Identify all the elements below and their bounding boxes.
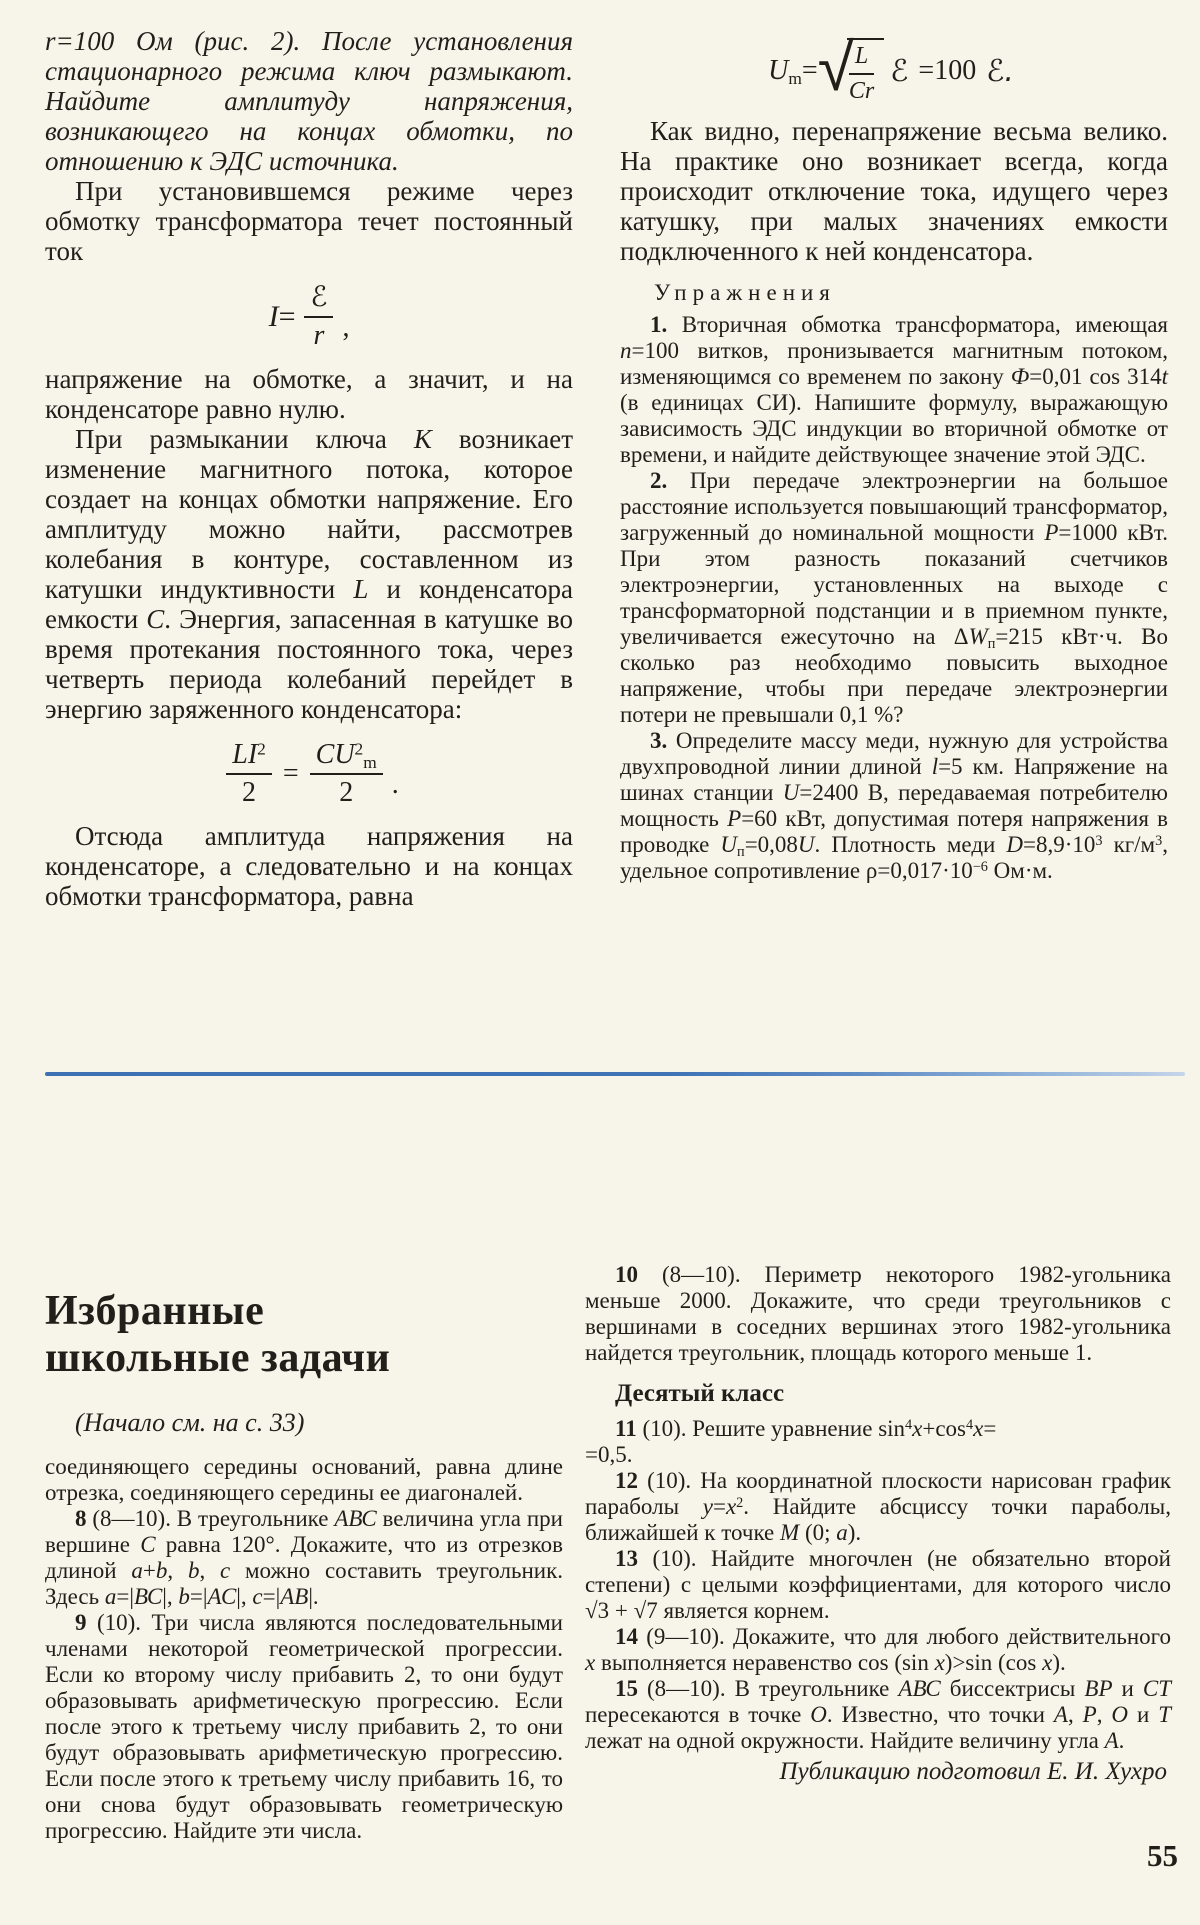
- emf-result-symbol: ℰ.: [986, 53, 1014, 89]
- equals-sign: =: [282, 757, 299, 789]
- section-divider-rule: [45, 1072, 1185, 1076]
- problem-12: 12 (10). На координатной плоскости нарисован график параболы $y=x^2$. Найдите абсциссу точки параболы, ближайшей к точке М (0; а).: [585, 1468, 1171, 1545]
- para-voltage-zero: напряжение на обмотке, а значит, и на конденсаторе равно нулю.: [45, 363, 573, 424]
- problem-14: 14 (9—10). Докажите, что для любого действительного x выполняется неравенство cos (sin x)>sin (cos x).: [585, 1624, 1171, 1675]
- continued-sentence: соединяющего середины оснований, равна длине отрезка, соединяющего середины ее диагоналей.: [45, 1454, 563, 1505]
- para-hence-amplitude: Отсюда амплитуда напряжения на конденсаторе, а следовательно и на концах обмотки трансформатора, равна: [45, 821, 573, 912]
- section-title: Избранные школьные задачи: [45, 1288, 391, 1381]
- radical-sign: √: [817, 29, 854, 106]
- exercises-heading: Упражнения: [654, 280, 836, 305]
- continuation-note: (Начало см. на с. 33): [75, 1408, 305, 1437]
- problem-10: 10 (8—10). Периметр некоторого 1982-угольника меньше 2000. Докажите, что среди треугольников с вершинами в соседних вершинах этого 1982-угольника найдется треугольник, площадь которого меньше 1.: [585, 1262, 1171, 1365]
- formula-current-comma: ,: [342, 311, 350, 343]
- fraction-numerator: $LI^2$: [226, 740, 272, 776]
- fraction-numerator: L: [849, 43, 874, 74]
- formula-um-lhs: $U_m=$: [768, 54, 818, 88]
- exercise-2: 2. При передаче электроэнергии на большое расстояние используется повышающий трансформатор, загруженный до номинальной мощности Р=1000 кВт. При этом разность показаний счетчиков электроэнергии, установленных на выходе с трансформаторной подстанции и в приемном пункте, увеличивается ежесуточно на $\Delta W_п=215$ кВт·ч. Во сколько раз необходимо повысить выходное напряжение, чтобы при передаче электроэнергии потери не превышали 0,1 %?: [620, 468, 1169, 727]
- exercise-1: 1. Вторичная обмотка трансформатора, имеющая n=100 витков, пронизывается магнитным потоком, изменяющимся со временем по закону Ф=0,01 cos 314t (в единицах СИ). Напишите формулу, выражающую зависимость ЭДС индукции во вторичной обмотке от времени, и найдите действующее значение этой ЭДС.: [620, 312, 1168, 467]
- para-conclusion: Как видно, перенапряжение весьма велико. На практике оно возникает всегда, когда происходит отключение тока, идущего через катушку, при малых значениях емкости подключенного к ней конденсатора.: [620, 116, 1168, 266]
- fraction-denominator: r: [313, 319, 325, 351]
- fraction-cu2-over-2: [310, 740, 383, 810]
- problem-15: 15 (8—10). В треугольнике АВС биссектрисы ВР и СТ пересекаются в точке О. Известно, что точки А, Р, О и Т лежат на одной окружности. Найдите величину угла А.: [585, 1676, 1172, 1753]
- fraction-li2-over-2: [226, 740, 272, 810]
- physics-right-column: [620, 22, 1168, 884]
- fraction-denominator: 2: [339, 777, 354, 809]
- formula-energy-period: .: [391, 769, 399, 801]
- equals-100: =100: [918, 54, 977, 86]
- author-credit: Публикацию подготовил Е. И. Хухро: [779, 1758, 1167, 1785]
- fraction-numerator: $CU^2_m$: [310, 740, 383, 776]
- exercise-3: 3. Определите массу меди, нужную для устройства двухпроводной линии длиной l=5 км. Напряжение на шинах станции U=2400 В, передаваемая потребителю мощность Р=60 кВт, допустимая потеря напряжения в проводке $U_п=0,08U$. Плотность меди $D=8,9\cdot 10^3$ $кг/м^3$, удельное сопротивление $\rho=0,017\cdot 10^{-6}$ Ом·м.: [620, 728, 1168, 883]
- fraction-emf-over-r: [304, 282, 333, 352]
- problems-left-column: [45, 1288, 563, 1844]
- fraction-denominator: Cr: [848, 77, 875, 104]
- fraction-numerator: ℰ: [304, 282, 333, 318]
- page-number: 55: [1147, 1838, 1178, 1873]
- problem-9: 9 (10). Три числа являются последовательными членами некоторой геометрической прогрессии. Если ко второму числу прибавить 2, то они будут образовывать арифметическую прогрессию. Если после этого к третьему числу прибавить 2, то они будут образовывать арифметическую прогрессию. Если после этого к третьему числу прибавить 16, то они снова будут образовывать геометрическую прогрессию. Найдите эти числа.: [45, 1610, 563, 1843]
- problem-11: 11 (10). Решите уравнение $\sin^4x+\cos^4x=$ =0,5.: [585, 1416, 997, 1467]
- grade-10-heading: Десятый класс: [615, 1380, 785, 1407]
- formula-current: [45, 282, 573, 352]
- para-steady-state: При установившемся режиме через обмотку трансформатора течет постоянный ток: [45, 176, 573, 266]
- physics-left-column: [45, 26, 573, 911]
- problems-right-column: [585, 1262, 1171, 1786]
- para-key-opening: При размыкании ключа К возникает изменение магнитного потока, которое создает на концах обмотки напряжение. Его амплитуду можно найти, рассмотрев колебания в контуре, составленном из катушки индуктивности L и конденсатора емкости С. Энергия, запасенная в катушке во время протекания постоянного тока, через четверть периода колебаний перейдет в энергию заряженного конденсатора:: [45, 423, 574, 724]
- emf-symbol: ℰ: [890, 53, 909, 89]
- formula-overvoltage: [620, 29, 1168, 106]
- fraction-denominator: 2: [242, 777, 257, 809]
- formula-energy-balance: [45, 740, 573, 810]
- problem-13: 13 (10). Найдите многочлен (не обязательно второй степени) с целыми коэффициентами, для которого число √3 + √7 является корнем.: [585, 1546, 1171, 1623]
- problem-8: 8 (8—10). В треугольнике АВС величина угла при вершине С равна 120°. Докажите, что из отрезков длиной a+b, b, c можно составить треугольник. Здесь a=|ВС|, b=|АС|, c=|АВ|.: [45, 1506, 564, 1609]
- problem-statement-italic: r=100 Ом (рис. 2). После установления стационарного режима ключ размыкают. Найдите амплитуду напряжения, возникающего на концах обмотки, по отношению к ЭДС источника.: [45, 26, 573, 176]
- formula-current-lhs: I=: [268, 300, 296, 334]
